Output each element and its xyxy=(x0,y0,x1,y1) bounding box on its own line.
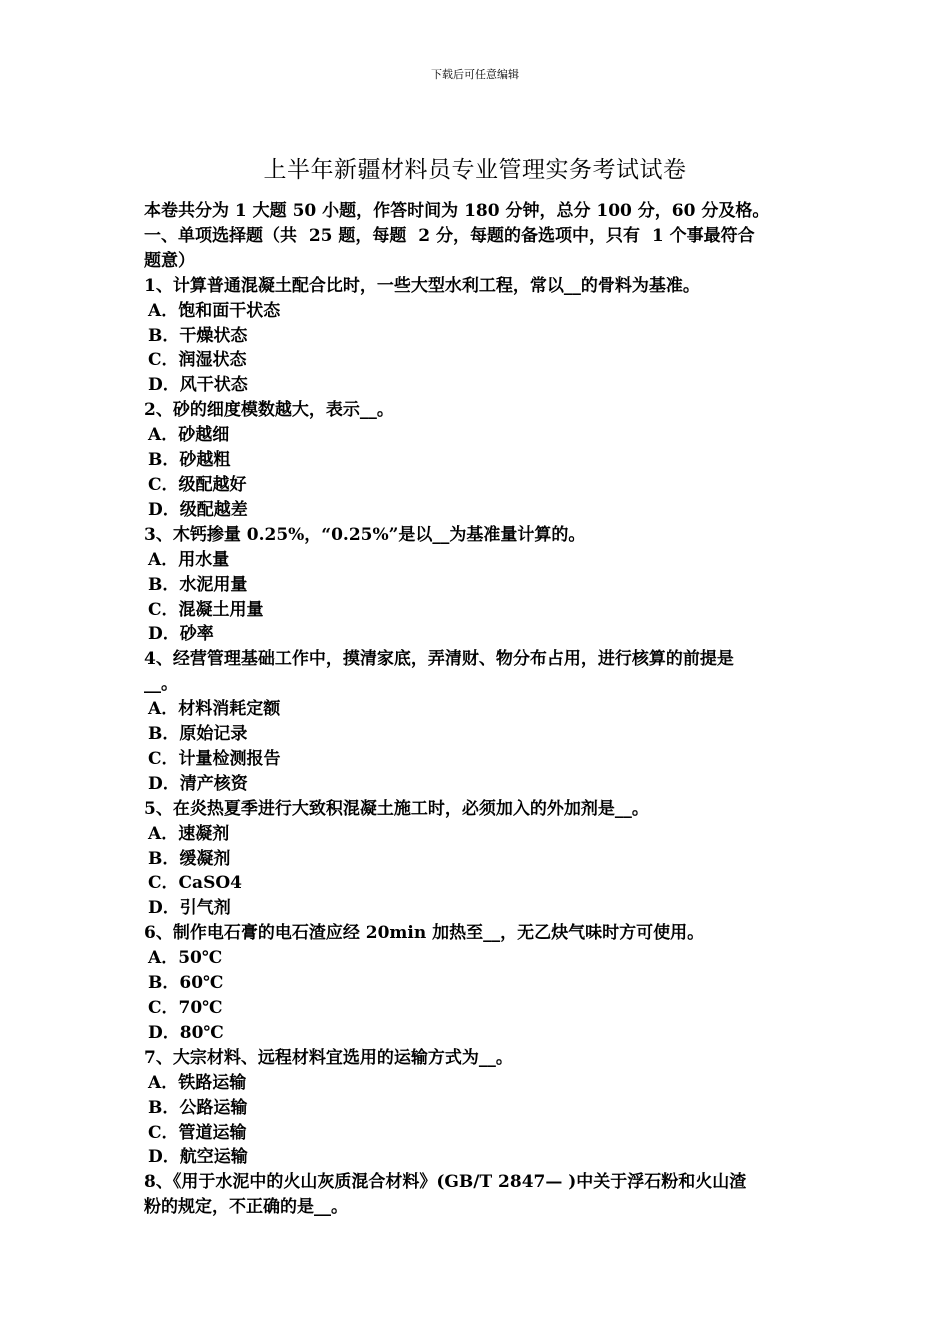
option-b: B．水泥用量 xyxy=(148,574,248,595)
option-a: A．用水量 xyxy=(148,549,230,570)
question-3 xyxy=(144,523,808,648)
option-a: A．砂越细 xyxy=(148,425,230,446)
option-d: D．清产核资 xyxy=(148,773,248,794)
question-stem: 5、在炎热夏季进行大致积混凝土施工时，必须加入的外加剂是__。 xyxy=(144,798,649,819)
option-b: B．60℃ xyxy=(148,973,224,994)
option-d: D．风干状态 xyxy=(148,375,248,396)
option-a: A．材料消耗定额 xyxy=(148,699,281,720)
option-b: B．缓凝剂 xyxy=(148,848,231,869)
question-stem-continued: __。 xyxy=(144,674,178,695)
page-title: 上半年新疆材料员专业管理实务考试试卷 xyxy=(263,157,687,183)
option-b: B．原始记录 xyxy=(148,724,248,745)
question-5 xyxy=(144,797,808,922)
question-2 xyxy=(144,398,808,523)
question-stem: 7、大宗材料、远程材料宜选用的运输方式为__。 xyxy=(144,1047,513,1068)
option-c: C．CaSO4 xyxy=(148,873,242,894)
option-c: C．级配越好 xyxy=(148,474,247,495)
exam-content xyxy=(144,199,808,1220)
question-1 xyxy=(144,274,808,399)
option-d: D．航空运输 xyxy=(148,1147,248,1168)
option-b: B．砂越粗 xyxy=(148,450,231,471)
option-c: C．计量检测报告 xyxy=(148,748,281,769)
option-a: A．铁路运输 xyxy=(148,1072,247,1093)
option-c: C．混凝土用量 xyxy=(148,599,264,620)
header-note: 下载后可任意编辑 xyxy=(431,68,519,81)
section-heading-line-1: 一、单项选择题（共 25 题，每题 2 分，每题的备选项中，只有 1 个事最符合 xyxy=(144,225,755,246)
option-b: B．干燥状态 xyxy=(148,325,248,346)
question-stem: 2、砂的细度模数越大，表示__。 xyxy=(144,400,394,421)
option-c: C．70℃ xyxy=(148,998,223,1018)
question-stem: 3、木钙掺量 0.25%，“0.25%”是以__为基准量计算的。 xyxy=(144,524,586,545)
option-b: B．公路运输 xyxy=(148,1097,248,1118)
question-stem: 6、制作电石膏的电石渣应经 20min 加热至__，无乙炔气味时方可使用。 xyxy=(144,923,705,944)
question-stem-continued: 粉的规定，不正确的是__。 xyxy=(144,1197,348,1218)
option-a: A．50℃ xyxy=(148,948,223,969)
option-a: A．饱和面干状态 xyxy=(148,300,281,321)
option-a: A．速凝剂 xyxy=(148,823,230,844)
question-7 xyxy=(144,1046,808,1171)
question-4 xyxy=(144,647,808,796)
question-8 xyxy=(144,1170,808,1220)
option-d: D．80℃ xyxy=(148,1022,224,1043)
option-d: D．引气剂 xyxy=(148,898,231,919)
question-stem: 8、《用于水泥中的火山灰质混合材料》(GB/T 2847— )中关于浮石粉和火山渣 xyxy=(144,1172,747,1193)
question-stem: 4、经营管理基础工作中，摸清家底，弄清财、物分布占用，进行核算的前提是 xyxy=(144,649,734,670)
question-6 xyxy=(144,921,808,1046)
option-c: C．管道运输 xyxy=(148,1122,247,1143)
question-stem: 1、计算普通混凝土配合比时，一些大型水利工程，常以__的骨料为基准。 xyxy=(144,275,700,296)
option-d: D．砂率 xyxy=(148,624,214,645)
intro-text: 本卷共分为 1 大题 50 小题，作答时间为 180 分钟，总分 100 分，60 分及格。 xyxy=(144,201,770,221)
option-d: D．级配越差 xyxy=(148,499,248,520)
option-c: C．润湿状态 xyxy=(148,350,247,371)
section-heading-line-2: 题意） xyxy=(144,250,195,271)
